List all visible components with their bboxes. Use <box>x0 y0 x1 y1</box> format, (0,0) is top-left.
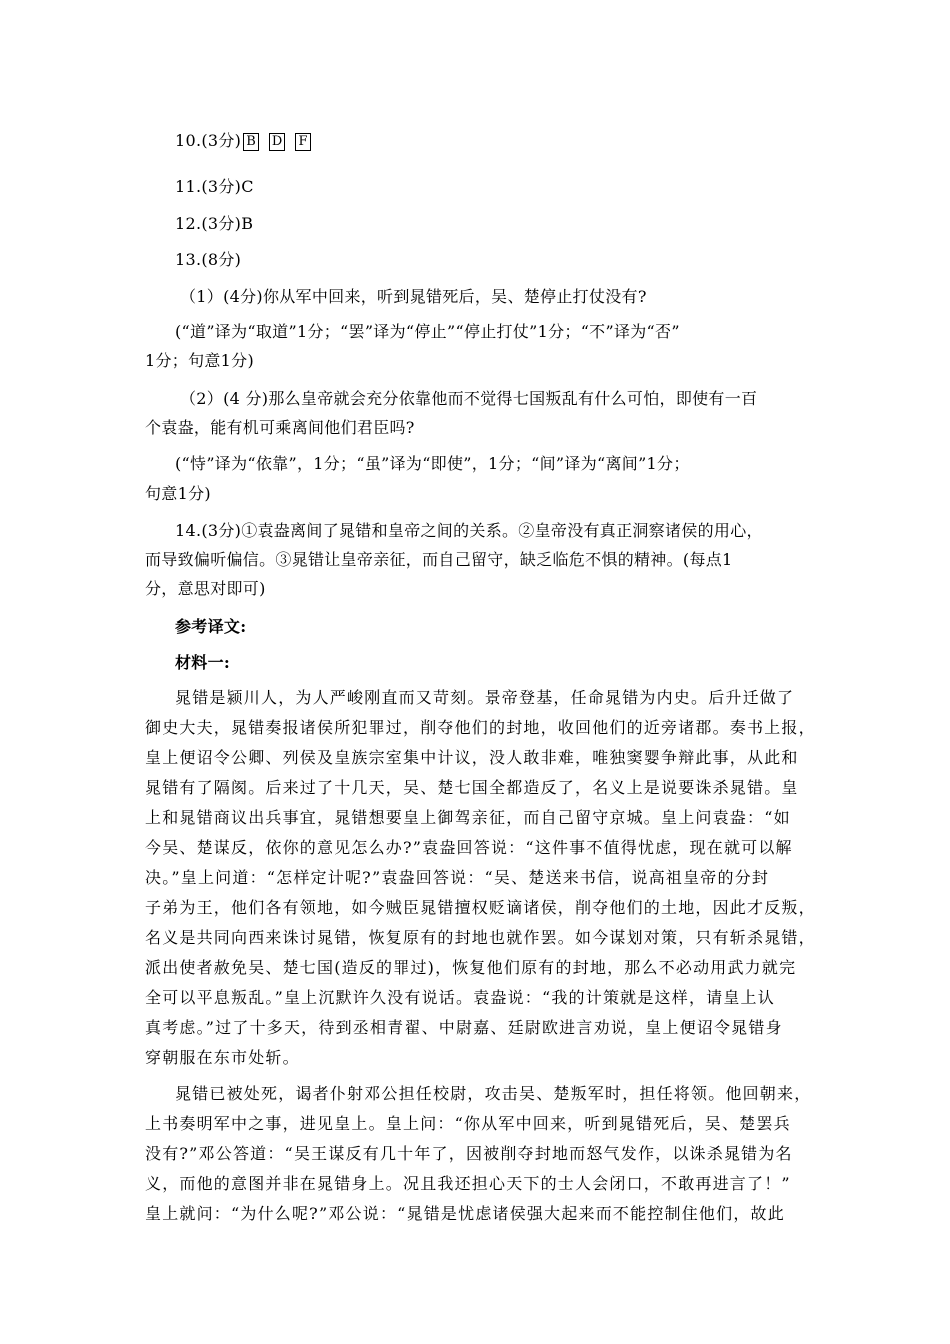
paragraph-line: 子弟为王，他们各有领地，如今贼臣晁错擅权贬谪诸侯，削夺他们的土地，因此才反叛， <box>145 898 816 917</box>
paragraph-line: 真考虑。”过了十多天，待到丞相青翟、中尉嘉、廷尉欧进言劝说，皇上便诏令晁错身 <box>145 1018 783 1037</box>
q14-answer-line1: 14.(3分)①袁盎离间了晁错和皇帝之间的关系。②皇帝没有真正洞察诸侯的用心， <box>175 521 763 540</box>
paragraph-line: 晁错是颍川人，为人严峻刚直而又苛刻。景帝登基，任命晁错为内史。后升迁做了 <box>175 688 795 707</box>
paragraph-line: 上和晁错商议出兵事宜，晁错想要皇上御驾亲征，而自己留守京城。皇上问袁盎：“如 <box>145 808 791 827</box>
answer-box-d: D <box>269 133 285 151</box>
q14-answer-line3: 分，意思对即可) <box>145 579 266 598</box>
reference-translation-heading: 参考译文: <box>175 617 247 636</box>
paragraph-line: 义，而他的意图并非在晁错身上。况且我还担心天下的士人会闭口，不敢再进言了！” <box>145 1174 791 1193</box>
answer-box-b: B <box>243 133 259 151</box>
q10-answer-boxes <box>243 133 311 151</box>
paragraph-line: 晁错已被处死，谒者仆射邓公担任校尉，攻击吴、楚叛军时，担任将领。他回朝来， <box>175 1084 812 1103</box>
paragraph-line: 没有?”邓公答道：“吴王谋反有几十年了，因被削夺封地而怒气发作，以诛杀晁错为名 <box>145 1144 793 1163</box>
paragraph-line: 上书奏明军中之事，进见皇上。皇上问：“你从军中回来，听到晁错死后，吴、楚罢兵 <box>145 1114 791 1133</box>
paragraph-line: 派出使者赦免吴、楚七国(造反的罪过)，恢复他们原有的封地，那么不必动用武力就完 <box>145 958 797 977</box>
paragraph-line: 皇上就问：“为什么呢?”邓公说：“晁错是忧虑诸侯强大起来而不能控制住他们，故此 <box>145 1204 785 1223</box>
q13-part1-scoring: (“道”译为“取道”1分；“罢”译为“停止”“停止打仗”1分；“不”译为“否” <box>175 322 680 341</box>
q13-label: 13.(8分) <box>175 250 242 269</box>
q12-answer: 12.(3分)B <box>175 214 254 233</box>
q13-part1-scoring-cont: 1分；句意1分) <box>145 351 255 370</box>
q11-answer: 11.(3分)C <box>175 177 254 196</box>
q13-part2-cont: 个袁盎，能有机可乘离间他们君臣吗? <box>145 418 415 437</box>
answer-box-f: F <box>295 133 311 151</box>
paragraph-line: 决。”皇上问道：“怎样定计呢?”袁盎回答说：“吴、楚送来书信，说高祖皇帝的分封 <box>145 868 770 887</box>
paragraph-line: 今吴、楚谋反，依你的意见怎么办?”袁盎回答说：“这件事不值得忧虑，现在就可以解 <box>145 838 793 857</box>
q13-part2: （2）(4 分)那么皇帝就会充分依靠他而不觉得七国叛乱有什么可怕，即使有一百 <box>180 389 758 408</box>
paragraph-line: 御史大夫，晁错奏报诸侯所犯罪过，削夺他们的封地，收回他们的近旁诸郡。奏书上报， <box>145 718 816 737</box>
q14-answer-line2: 而导致偏听偏信。③晁错让皇帝亲征，而自己留守，缺乏临危不惧的精神。(每点1 <box>145 550 733 569</box>
paragraph-line: 皇上便诏令公卿、列侯及皇族宗室集中计议，没人敢非难，唯独窦婴争辩此事，从此和 <box>145 748 799 767</box>
q10-label: 10.(3分) <box>175 131 242 150</box>
paragraph-line: 名义是共同向西来诛讨晁错，恢复原有的封地也就作罢。如今谋划对策，只有斩杀晁错， <box>145 928 816 947</box>
q13-part2-scoring-cont: 句意1分) <box>145 484 211 503</box>
paragraph-line: 穿朝服在东市处斩。 <box>145 1048 300 1067</box>
paragraph-line: 全可以平息叛乱。”皇上沉默许久没有说话。袁盎说：“我的计策就是这样，请皇上认 <box>145 988 775 1007</box>
q13-part1: （1）(4分)你从军中回来，听到晁错死后，吴、楚停止打仗没有? <box>180 287 647 306</box>
q13-part2-scoring: (“恃”译为“依靠”，1分；“虽”译为“即使”，1分；“间”译为“离间”1分； <box>175 454 690 473</box>
paragraph-line: 晁错有了隔阂。后来过了十几天，吴、楚七国全都造反了，名义上是说要诛杀晁错。皇 <box>145 778 799 797</box>
q10-answer <box>175 131 311 151</box>
material-one-heading: 材料一: <box>175 653 231 672</box>
